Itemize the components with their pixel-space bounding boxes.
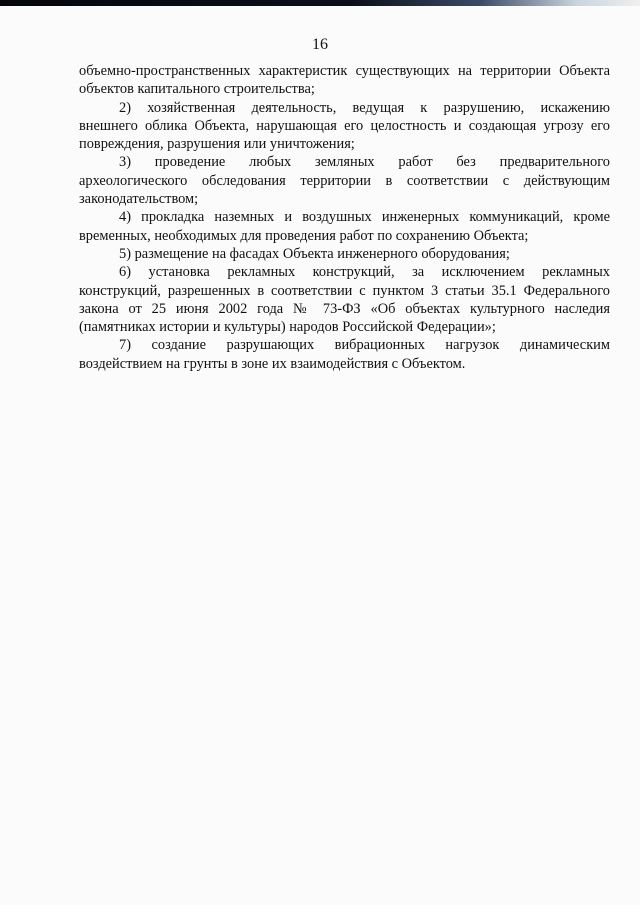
- text-line: внешнего облика Объекта, нарушающая его целостность и создающая угрозу его: [79, 117, 610, 134]
- paragraph: [79, 263, 610, 336]
- paragraph: [79, 99, 610, 154]
- paragraph: [79, 245, 610, 263]
- scan-edge-bar: [0, 0, 640, 6]
- paragraph: [79, 336, 610, 373]
- page-number: 16: [312, 36, 328, 53]
- text-line: 3) проведение любых земляных работ без предварительного: [119, 154, 610, 171]
- text-line: 5) размещение на фасадах Объекта инженерного оборудования;: [119, 245, 510, 262]
- text-line: 6) установка рекламных конструкций, за исключением рекламных: [119, 264, 610, 281]
- text-line: археологического обследования территории в соответствии с действующим: [79, 172, 610, 189]
- text-line: 4) прокладка наземных и воздушных инженерных коммуникаций, кроме: [119, 209, 610, 226]
- text-line: повреждения, разрушения или уничтожения;: [79, 136, 355, 153]
- text-line: законодательством;: [79, 191, 199, 208]
- text-line: закона от 25 июня 2002 года № 73-ФЗ «Об объектах культурного наследия: [79, 300, 610, 317]
- paragraph: [79, 62, 610, 99]
- text-line: объемно-пространственных характеристик существующих на территории Объекта: [79, 63, 610, 79]
- paragraph: [79, 153, 610, 208]
- text-line: (памятниках истории и культуры) народов Российской Федерации»;: [79, 319, 496, 336]
- text-line: 7) создание разрушающих вибрационных нагрузок динамическим: [119, 337, 610, 354]
- text-line: конструкций, разрешенных в соответствии с пунктом 3 статьи 35.1 Федерального: [79, 282, 610, 299]
- document-body: [79, 62, 610, 373]
- text-line: воздействием на грунты в зоне их взаимодействия с Объектом.: [79, 355, 466, 372]
- text-line: временных, необходимых для проведения работ по сохранению Объекта;: [79, 227, 529, 244]
- text-line: 2) хозяйственная деятельность, ведущая к разрушению, искажению: [119, 99, 610, 116]
- text-line: объектов капитального строительства;: [79, 81, 315, 98]
- paragraph: [79, 208, 610, 245]
